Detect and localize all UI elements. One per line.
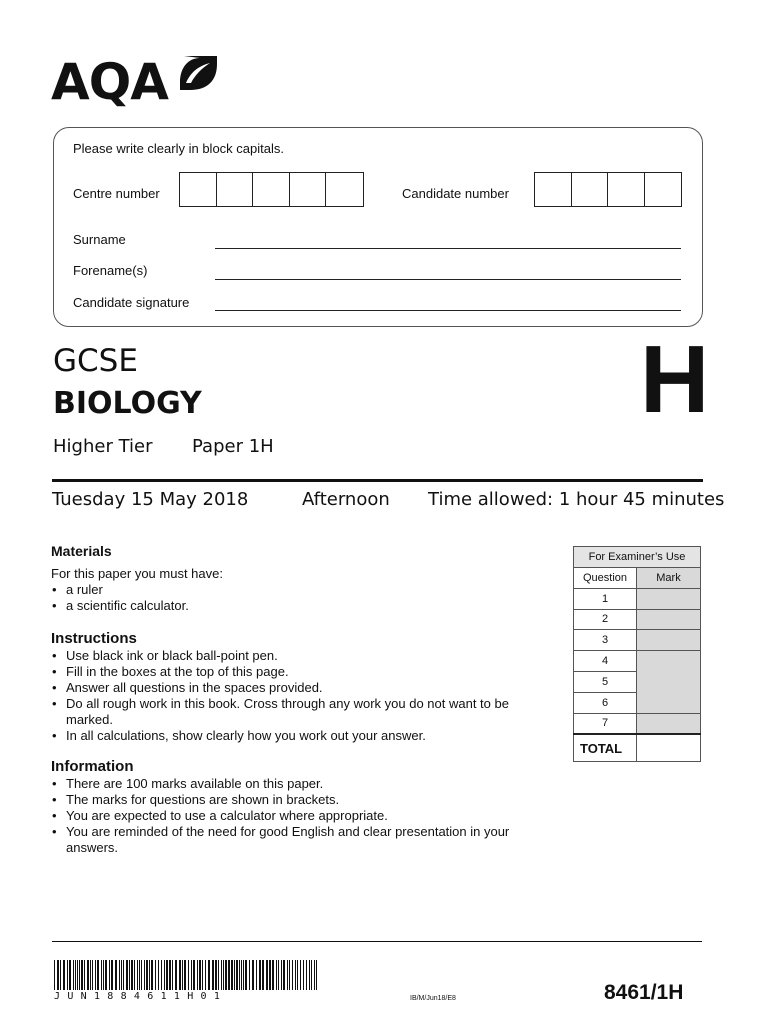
- surname-field[interactable]: [215, 248, 681, 249]
- qualification-title: GCSE: [53, 343, 138, 379]
- tier-label: Higher Tier: [53, 436, 153, 457]
- signature-field[interactable]: [215, 310, 681, 311]
- mark-cell: [637, 588, 701, 609]
- question-column-header: Question: [574, 568, 637, 589]
- title-divider: [52, 479, 703, 482]
- instructions-section: [51, 630, 541, 744]
- list-item: • You are reminded of the need for good English and clear presentation in your answers.: [51, 824, 541, 856]
- list-item: • There are 100 marks available on this paper.: [51, 776, 541, 792]
- list-item: • The marks for questions are shown in brackets.: [51, 792, 541, 808]
- centre-number-digit[interactable]: [217, 173, 254, 206]
- materials-heading: Materials: [51, 543, 112, 559]
- footer-divider: [52, 941, 702, 942]
- centre-number-digit[interactable]: [253, 173, 290, 206]
- list-item: • In all calculations, show clearly how you work out your answer.: [51, 728, 541, 744]
- candidate-number-digit[interactable]: [645, 173, 682, 206]
- question-number: 4: [574, 651, 637, 672]
- paper-code: 8461/1H: [604, 981, 684, 1004]
- list-item: • a scientific calculator.: [51, 598, 531, 614]
- list-item: • Do all rough work in this book. Cross through any work you do not want to be marked.: [51, 696, 541, 728]
- question-number: 7: [574, 713, 637, 734]
- paper-label: Paper 1H: [192, 436, 274, 457]
- centre-number-digit[interactable]: [180, 173, 217, 206]
- information-section: [51, 758, 541, 856]
- subject-title: BIOLOGY: [53, 386, 202, 421]
- examiner-use-table: [573, 546, 701, 762]
- mark-cell: [637, 651, 701, 713]
- materials-section: [51, 543, 531, 614]
- question-number: 5: [574, 671, 637, 692]
- candidate-number-digit[interactable]: [572, 173, 609, 206]
- total-label: TOTAL: [574, 734, 637, 762]
- candidate-number-digit[interactable]: [535, 173, 572, 206]
- materials-intro: For this paper you must have:: [51, 566, 223, 581]
- forename-field[interactable]: [215, 279, 681, 280]
- question-number: 3: [574, 630, 637, 651]
- tier-letter: H: [640, 326, 710, 433]
- mark-cell: [637, 713, 701, 734]
- mark-cell: [637, 630, 701, 651]
- materials-list: [51, 582, 531, 614]
- candidate-number-digit[interactable]: [608, 173, 645, 206]
- exam-session: Afternoon: [302, 489, 390, 510]
- list-item: • Use black ink or black ball-point pen.: [51, 648, 541, 664]
- forename-label: Forename(s): [73, 263, 148, 278]
- time-allowed: Time allowed: 1 hour 45 minutes: [428, 489, 725, 510]
- list-item: • You are expected to use a calculator where appropriate.: [51, 808, 541, 824]
- document-code: IB/M/Jun18/E8: [410, 995, 456, 1002]
- information-list: [51, 776, 541, 856]
- mark-cell: [637, 609, 701, 630]
- barcode-icon: [54, 960, 317, 990]
- total-mark-cell: [637, 734, 701, 762]
- aqa-logo: AQA: [51, 53, 168, 111]
- instructions-heading: Instructions: [51, 630, 137, 647]
- exam-date: Tuesday 15 May 2018: [52, 489, 249, 510]
- list-item: • a ruler: [51, 582, 531, 598]
- question-number: 2: [574, 609, 637, 630]
- block-capitals-instruction: Please write clearly in block capitals.: [73, 141, 284, 156]
- information-heading: Information: [51, 758, 134, 775]
- surname-label: Surname: [73, 232, 126, 247]
- candidate-number-boxes[interactable]: [534, 172, 682, 207]
- centre-number-boxes[interactable]: [179, 172, 364, 207]
- list-item: • Answer all questions in the spaces provided.: [51, 680, 541, 696]
- signature-label: Candidate signature: [73, 295, 190, 310]
- examiner-table-title: For Examiner’s Use: [574, 547, 701, 568]
- question-number: 6: [574, 692, 637, 713]
- instructions-list: [51, 648, 541, 744]
- barcode-text: JUN1884611H01: [54, 991, 228, 1002]
- mark-column-header: Mark: [637, 568, 701, 589]
- question-number: 1: [574, 588, 637, 609]
- centre-number-digit[interactable]: [290, 173, 327, 206]
- centre-number-label: Centre number: [73, 186, 160, 201]
- list-item: • Fill in the boxes at the top of this page.: [51, 664, 541, 680]
- leaf-logo-icon: [180, 56, 217, 90]
- candidate-number-label: Candidate number: [402, 186, 509, 201]
- centre-number-digit[interactable]: [326, 173, 363, 206]
